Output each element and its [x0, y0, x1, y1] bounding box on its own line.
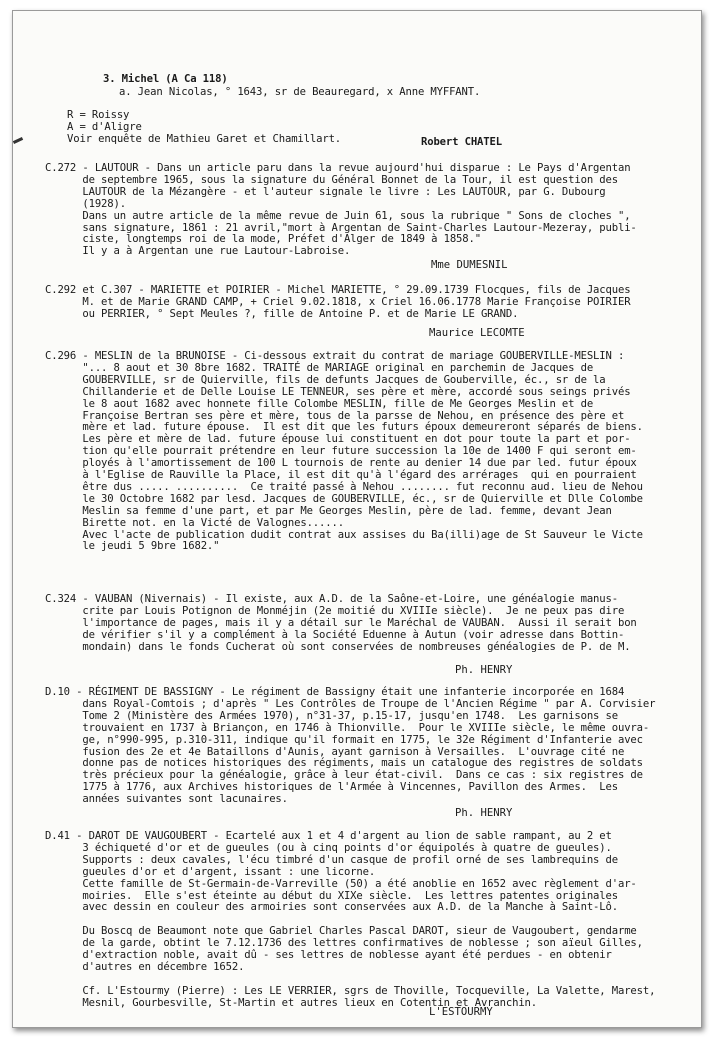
entry-signature: Ph. HENRY: [455, 664, 513, 676]
entry-signature: Mme DUMESNIL: [431, 259, 508, 271]
entry-line: Les père et mère de lad. future épouse lui constituent en dot pour toute la part et por-: [45, 433, 631, 446]
entry-line: C.324 - VAUBAN (Nivernais) - Il existe, aux A.D. de la Saône-et-Loire, une généalogie manus-: [45, 593, 618, 605]
entry-line: ployés à l'amortissement de 100 L tournois de rente au denier 14 due par led. futur époux: [45, 457, 637, 470]
entry-line: tion qu'elle pourrait prétendre en leur future succession la 10e de 1400 F qui seront em-: [45, 445, 637, 458]
header-r: R = Roissy: [67, 109, 130, 121]
entry-line: ge, n°990-995, p.310-311, indique qu'il formait en 1775, le 32e Régiment d'Infanterie avec: [45, 733, 643, 746]
entry-line: Cette famille de St-Germain-de-Varreville (50) a été anoblie en 1652 avec règlement d'ar-: [45, 877, 637, 890]
entry-line: de la garde, obtint le 7.12.1736 des lettres confirmatives de noblesse ; son aïeul Gilles,: [45, 937, 643, 950]
entry-line: GOUBERVILLE, sr de Quierville, fils de defunts Jacques de Gouberville, éc., sr de la: [45, 373, 606, 386]
entry-signature: L'ESTOURMY: [429, 1006, 493, 1018]
entry-line: ou PERRIER, ° Sept Meules ?, fille de Antoine P. et de Marie LE GRAND.: [45, 307, 519, 320]
header-line-a: a. Jean Nicolas, ° 1643, sr de Beauregard, x Anne MYFFANT.: [119, 86, 481, 98]
entry-signature: Maurice LECOMTE: [429, 327, 525, 339]
entry-signature: Ph. HENRY: [455, 807, 513, 819]
entry-line: D.10 - RÉGIMENT DE BASSIGNY - Le régiment de Bassigny était une infanterie incorporée en 1684: [45, 686, 625, 698]
entry-line: sans signature, 1861 : 21 avril,"mort à Argentan de Saint-Charles Lautour-Mezeray, publi-: [45, 221, 637, 234]
header-voir: Voir enquête de Mathieu Garet et Chamillart.: [67, 133, 342, 145]
entry-line: d'autres en décembre 1652.: [45, 960, 245, 973]
entry-line: mère et lad. future épouse. Il est dit que les futurs époux demeureront séparés de biens.: [45, 421, 643, 434]
entry-line: ciste, longtemps roi de la mode, Préfet d'Alger de 1849 à 1858.": [45, 233, 481, 246]
entry-line: années suivantes sont lacunaires.: [45, 793, 288, 806]
entry-line: très précieux pour la généalogie, grâce à leur état-civil. Dans ce cas : six registres de: [45, 769, 643, 782]
margin-mark: [13, 137, 23, 144]
entry-line: à l'Eglise de Rauville la Place, il est dit qu'à l'égard des arrérages qui en pourraient: [45, 469, 637, 481]
entry-line: Supports : deux cavales, l'écu timbré d'un casque de profil orné de ses lambrequins de: [45, 853, 618, 866]
entry-line: donne pas de notices historiques des régiments, mais un catalogue des registres de soldats: [45, 757, 643, 770]
entry-line: Françoise Bertran ses père et mère, tous de la parsse de Nehou, en présence des père et: [45, 409, 625, 422]
entry-line: le jeudi 5 9bre 1682.": [45, 540, 220, 553]
entry-line: fusion des 2e et 4e Bataillons d'Aunis, ayant garnison à Versailles. L'ouvrage cité ne: [45, 745, 625, 758]
entry-line: C.296 - MESLIN de la BRUNOISE - Ci-dessous extrait du contrat de mariage GOUBERVILLE-MESLIN :: [45, 350, 625, 362]
entry-line: M. et de Marie GRAND CAMP, + Criel 9.02.1818, x Criel 16.06.1778 Marie Françoise POIRIER: [45, 295, 631, 308]
document-page: [12, 10, 702, 1028]
entry-line: de septembre 1965, sous la signature du Général Bonnet de la Tour, il est question des: [45, 173, 618, 186]
entry-line: Dans un autre article de la même revue de Juin 61, sous la rubrique " Sons de cloches ",: [45, 209, 631, 222]
entry-line: dans Royal-Comtois ; d'après " Les Contrôles de Troupe de l'Ancien Régime " par A. Corvisier: [45, 697, 656, 710]
entry-line: (1928).: [45, 197, 126, 210]
entry-line: Il y a à Argentan une rue Lautour-Labroise.: [45, 245, 351, 258]
entry-line: Cf. L'Estourmy (Pierre) : Les LE VERRIER, sgrs de Thoville, Tocqueville, La Valette, Marest,: [45, 984, 656, 997]
entry-line: Chillanderie et de Delle Louise LE TENNEUR, ses père et mère, accordé sous seings privés: [45, 385, 631, 398]
entry-line: C.292 et C.307 - MARIETTE et POIRIER - Michel MARIETTE, ° 29.09.1739 Flocques, fils de Jacques: [45, 284, 631, 296]
entry-line: Du Boscq de Beaumont note que Gabriel Charles Pascal DAROT, sieur de Vaugoubert, gendarme: [45, 925, 637, 938]
entry-line: le 8 aout 1682 avec honnete fille Colombe MESLIN, fille de Me Georges Meslin et de: [45, 397, 594, 410]
entry-line: moiries. Elle s'est éteinte au début du XIXe siècle. Les lettres patentes originales: [45, 889, 618, 902]
entry-line: Avec l'acte de publication dudit contrat aux assises du Ba(illi)age de St Sauveur le Victe: [45, 528, 643, 541]
entry-line: de vérifier s'il y a complément à la Société Eduenne à Autun (voir adresse dans Bottin-: [45, 628, 625, 641]
entry-line: l'importance de pages, mais il y a détail sur le Maréchal de VAUBAN. Aussi il serait bon: [45, 616, 637, 629]
entry-line: LAUTOUR de la Mézangère - et l'auteur signale le livre : Les LAUTOUR, par G. Dubourg: [45, 185, 606, 198]
entry-line: D.41 - DAROT DE VAUGOUBERT - Ecartelé aux 1 et 4 d'argent au lion de sable rampant, au 2 et: [45, 830, 612, 842]
header-title: 3. Michel (A Ca 118): [103, 73, 228, 85]
entry-line: 1775 à 1776, aux Archives historiques de l'Armée à Vincennes, Pavillon des Armes. Les: [45, 781, 618, 794]
entry-line: Meslin sa femme d'une part, et par Me Georges Meslin, père de lad. femme, devant Jean: [45, 504, 612, 517]
header-a: A = d'Aligre: [67, 121, 142, 133]
header-author: Robert CHATEL: [421, 136, 502, 148]
entry-line: gueules d'or et d'argent, issant : une licorne.: [45, 865, 376, 878]
entry-line: le 30 Octobre 1682 par lesd. Jacques de GOUBERVILLE, éc., sr de Quierville et Dlle Colombe: [45, 492, 643, 505]
entry-line: Mesnil, Gourbesville, St-Martin et autres lieux en Cotentin et Avranchin.: [45, 996, 538, 1009]
entry-line: crite par Louis Potignon de Monméjin (2e moitié du XVIIIe siècle). Je ne peux pas dire: [45, 604, 625, 617]
entry-line: Tome 2 (Ministère des Armées 1970), n°31-37, p.15-17, jusqu'en 1748. Les garnisons se: [45, 709, 618, 722]
entry-line: être dus ..... .......... Ce traité passé à Nehou ........ fut reconnu aud. lieu de Nehou: [45, 480, 643, 493]
entry-line: avec dessin en couleur des armoiries sont conservées aux A.D. de la Manche à Saint-Lô.: [45, 901, 618, 914]
entry-line: Birette not. en la Victé de Valognes......: [45, 516, 344, 529]
entry-line: "... 8 aout et 30 8bre 1682. TRAITÉ de MARIAGE original en parchemin de Jacques de: [45, 361, 594, 374]
entry-line: d'extraction noble, avait dû - ses lettres de noblesse ayant été perdues - en obtenir: [45, 949, 612, 961]
entry-line: mondain) dans le fonds Cucherat où sont conservées de nombreuses généalogies de P. de M.: [45, 640, 631, 653]
entry-line: 3 échiqueté d'or et de gueules (ou à cinq points d'or équipolés à quatre de gueules).: [45, 841, 612, 854]
entry-line: C.272 - LAUTOUR - Dans un article paru dans la revue aujourd'hui disparue : Le Pays d'Argentan: [45, 162, 631, 174]
entry-line: trouvaient en 1737 à Briançon, en 1746 à Thionville. Pour le XVIIIe siècle, le même ouvra-: [45, 721, 650, 734]
